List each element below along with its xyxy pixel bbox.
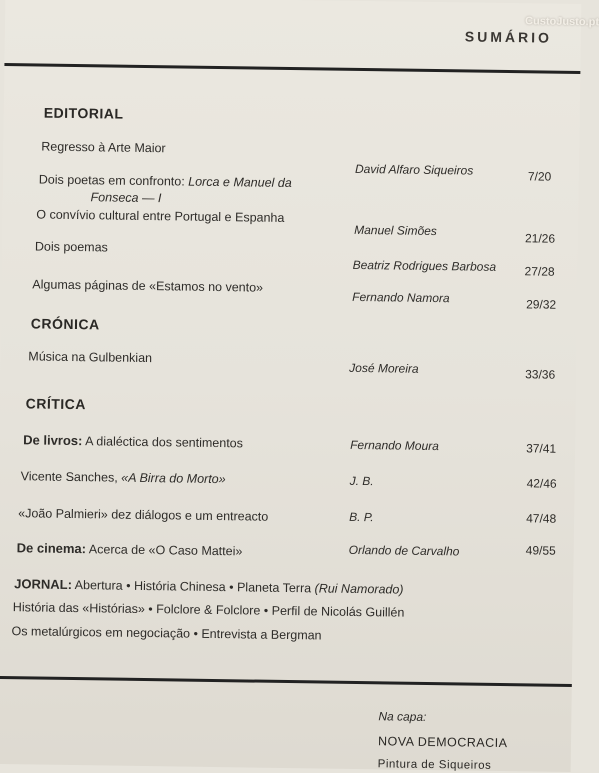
cover-label: Na capa:: [378, 709, 427, 724]
jornal-label: JORNAL:: [14, 576, 73, 593]
jornal-items: Abertura • História Chinesa • Planeta Terra: [71, 578, 315, 596]
toc-title-continued: Fonseca — I: [90, 190, 162, 206]
toc-pages: 37/41: [526, 441, 557, 456]
watermark-logo: CustoJusto.pt: [525, 15, 599, 29]
toc-title: O convívio cultural entre Portugal e Espanha: [36, 207, 285, 225]
jornal-line-1: [14, 576, 404, 596]
toc-title: [39, 173, 292, 191]
toc-title-part: Vicente Sanches,: [20, 469, 122, 485]
toc-title-part: A dialéctica dos sentimentos: [82, 434, 244, 451]
toc-pages: 49/55: [525, 543, 556, 558]
toc-author: Manuel Simões: [354, 222, 437, 239]
toc-title-italic: «A Birra do Morto»: [121, 470, 226, 487]
top-divider: [4, 63, 580, 74]
toc-author: David Alfaro Siqueiros: [354, 161, 474, 178]
jornal-line-2: História das «Histórias» • Folclore & Folclore • Perfil de Nicolás Guillén: [12, 600, 405, 620]
toc-title-part: Dois poetas em confronto:: [38, 172, 189, 189]
toc-title-italic: Lorca e Manuel da: [188, 174, 292, 191]
toc-title: [23, 432, 243, 450]
toc-author: B. P.: [349, 509, 374, 525]
toc-pages: 27/28: [524, 264, 555, 279]
toc-title: Algumas páginas de «Estamos no vento»: [32, 277, 264, 295]
toc-title: Dois poemas: [34, 239, 108, 255]
toc-pages: 7/20: [527, 169, 552, 184]
toc-pages: 21/26: [524, 231, 556, 246]
jornal-credit: (Rui Namorado): [314, 581, 404, 597]
toc-pages: 29/32: [526, 297, 557, 312]
toc-author: Fernando Moura: [350, 437, 439, 454]
bottom-divider: [0, 676, 572, 687]
toc-title: [21, 469, 226, 486]
toc-author: J. B.: [349, 473, 374, 489]
section-heading-editorial: EDITORIAL: [43, 104, 124, 122]
toc-pages: 42/46: [526, 476, 557, 491]
toc-pages: 47/48: [526, 511, 557, 526]
section-heading-critica: CRÍTICA: [25, 395, 87, 413]
toc-pages: 33/36: [525, 367, 556, 382]
jornal-line-3: Os metalúrgicos em negociação • Entrevista a Bergman: [11, 624, 322, 643]
toc-author: Fernando Namora: [352, 289, 450, 306]
page-title: SUMÁRIO: [464, 28, 553, 46]
toc-prefix: De livros:: [23, 432, 83, 449]
toc-title: [17, 540, 243, 558]
section-heading-cronica: CRÓNICA: [30, 315, 100, 333]
toc-author: José Moreira: [349, 360, 419, 376]
cover-title: NOVA DEMOCRACIA: [377, 734, 508, 751]
toc-title-part: Acerca de «O Caso Mattei»: [85, 542, 243, 559]
toc-author: Beatriz Rodrigues Barbosa: [352, 257, 497, 274]
toc-title: «João Palmieri» dez diálogos e um entreacto: [18, 506, 269, 524]
toc-title: Música na Gulbenkian: [28, 349, 153, 366]
toc-title: Regresso à Arte Maior: [41, 139, 166, 156]
toc-prefix: De cinema:: [16, 540, 87, 557]
cover-credit: Pintura de Siqueiros: [377, 758, 492, 772]
toc-author: Orlando de Carvalho: [348, 542, 460, 559]
